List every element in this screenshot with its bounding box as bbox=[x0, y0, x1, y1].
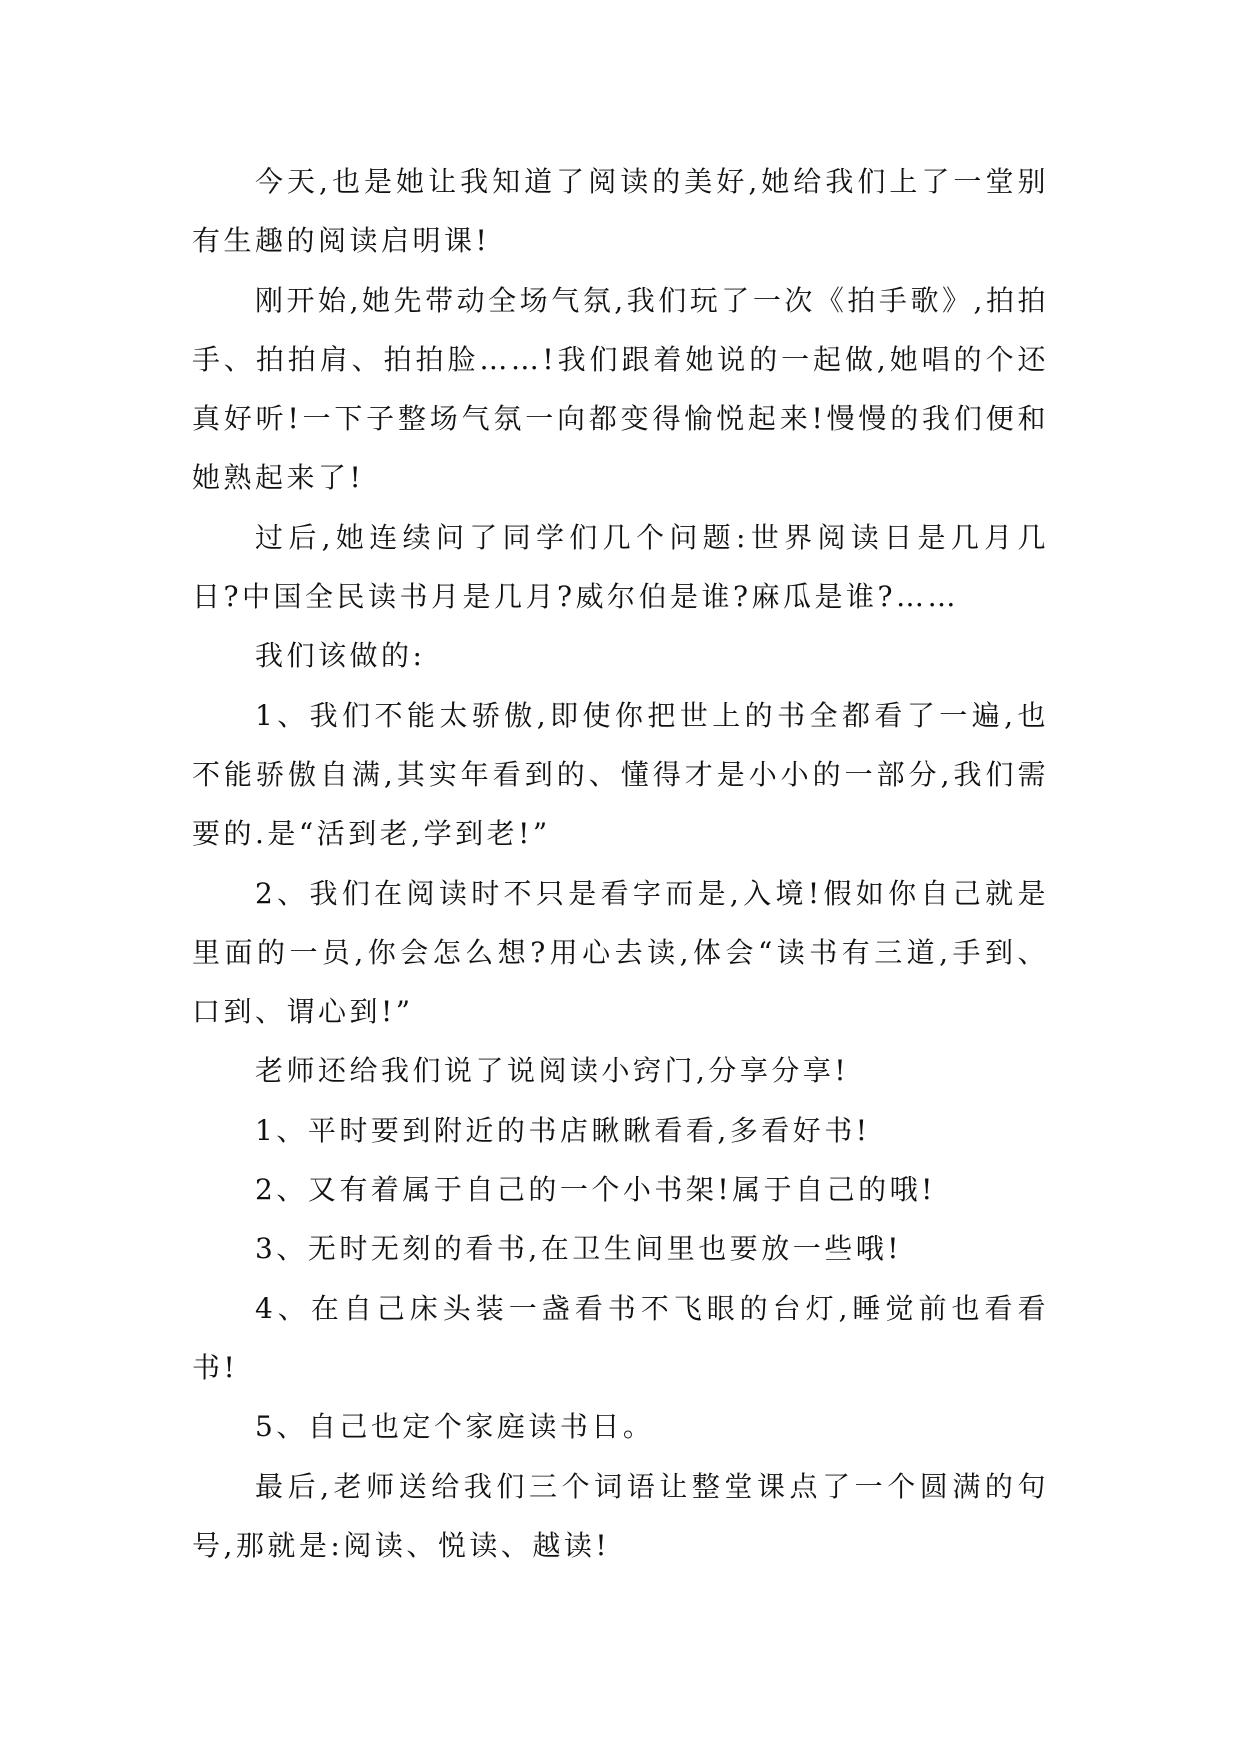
document-body bbox=[192, 152, 1049, 1575]
paragraph: 4、在自己床头装一盏看书不飞眼的台灯,睡觉前也看看书! bbox=[192, 1291, 1049, 1384]
paragraph: 我们该做的: bbox=[255, 639, 426, 673]
paragraph: 1、我们不能太骄傲,即使你把世上的书全都看了一遍,也不能骄傲自满,其实年看到的、懂得才是小小的一部分,我们需要的.是“活到老,学到老!” bbox=[192, 698, 1049, 851]
paragraph: 最后,老师送给我们三个词语让整堂课点了一个圆满的句号,那就是:阅读、悦读、越读! bbox=[192, 1469, 1049, 1562]
paragraph: 3、无时无刻的看书,在卫生间里也要放一些哦! bbox=[255, 1232, 902, 1266]
paragraph: 刚开始,她先带动全场气氛,我们玩了一次《拍手歌》,拍拍手、拍拍肩、拍拍脸……!我们跟着她说的一起做,她唱的个还真好听!一下子整场气氛一向都变得愉悦起来!慢慢的我们便和她熟起来了! bbox=[192, 283, 1049, 495]
paragraph: 2、我们在阅读时不只是看字而是,入境!假如你自己就是里面的一员,你会怎么想?用心去读,体会“读书有三道,手到、口到、谓心到!” bbox=[192, 876, 1049, 1029]
paragraph: 老师还给我们说了说阅读小窍门,分享分享! bbox=[255, 1054, 850, 1088]
paragraph: 过后,她连续问了同学们几个问题:世界阅读日是几月几日?中国全民读书月是几月?威尔伯是谁?麻瓜是谁?…… bbox=[192, 520, 1049, 614]
paragraph: 1、平时要到附近的书店瞅瞅看看,多看好书! bbox=[255, 1113, 871, 1147]
paragraph: 2、又有着属于自己的一个小书架!属于自己的哦! bbox=[255, 1173, 936, 1207]
paragraph: 今天,也是她让我知道了阅读的美好,她给我们上了一堂别有生趣的阅读启明课! bbox=[192, 165, 1049, 258]
paragraph: 5、自己也定个家庭读书日。 bbox=[255, 1410, 655, 1444]
